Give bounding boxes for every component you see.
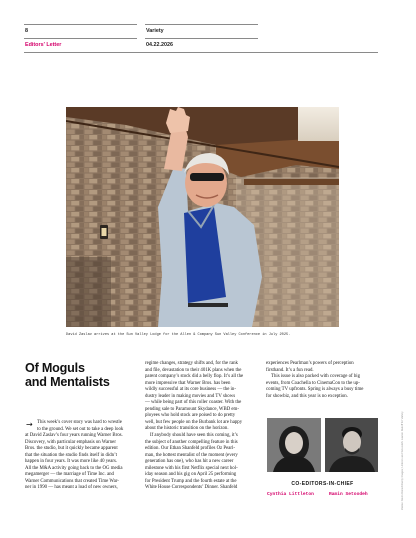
body-line: coming TV upfronts. Spring is always a busy time	[266, 387, 364, 393]
header-rule-mid-right	[145, 38, 258, 39]
editor-portrait-ramin-setoodeh	[325, 418, 378, 472]
arrow-right-icon: →	[26, 420, 33, 429]
body-line: This issue is also packed with coverage of big	[271, 374, 361, 380]
body-line: wildly successful at its core business — the in-	[145, 387, 236, 393]
body-line: for President Trump and the fourth estate at the	[145, 478, 237, 484]
body-line: Bros. the studio, but it quickly became apparent	[25, 446, 118, 452]
body-line: generation has one), who has hit a new career	[145, 459, 234, 465]
body-line: parent company’s stock did a belly flop. It’s all the	[145, 374, 244, 380]
body-line: dustry leader in making movies and TV shows	[145, 393, 236, 399]
body-line: happen in four years. It was more like 40 years.	[25, 459, 118, 465]
body-line: Discovery, with particular emphasis on Warner	[25, 439, 116, 445]
body-line: experiences Pearlman’s powers of perception	[266, 361, 354, 366]
main-photo	[66, 107, 339, 327]
body-line: All the M&A activity going back to the OG media	[25, 465, 123, 471]
body-line: and file, devastation to their 401K plans when the	[145, 367, 242, 373]
publication-name: Variety	[146, 28, 164, 34]
body-line: edition. Our Ethan Shanfeld profiles Oz Pearl-	[145, 446, 235, 452]
body-line: ner in 1990 — has meant a load of new owners,	[25, 485, 118, 491]
issue-date: 04.22.2026	[146, 42, 173, 48]
article-column-2	[145, 361, 258, 492]
body-line: about the historic transition on the horizon.	[145, 426, 229, 432]
article-column-3	[266, 361, 378, 400]
body-line: megamerger — the marriage of Time Inc. and	[25, 472, 114, 478]
editor-portrait-cynthia-littleton	[267, 418, 321, 472]
body-line: This week’s cover story was hard to wrestle	[37, 420, 122, 425]
body-line: for showbiz, and this year is no exception.	[266, 393, 348, 399]
page-number: 8	[25, 28, 28, 34]
portrait-illustration	[325, 418, 378, 472]
body-line: White House Correspondents’ Dinner. Shanfeld	[145, 485, 238, 491]
editor-name-ramin-setoodeh: Ramin Setoodeh	[329, 492, 368, 497]
body-line: that the situation the studio finds itself in didn’t	[25, 452, 117, 458]
article-column-1	[25, 420, 137, 492]
body-line: more impressive that Warner Bros. has been	[145, 380, 231, 386]
header-rule-top-left	[24, 24, 137, 25]
section-label: Editors' Letter	[25, 42, 62, 48]
body-line: well, but few people on the Burbank lot are happy	[145, 419, 243, 425]
body-line: ployees who hold stock are poised to do pretty	[145, 413, 236, 419]
body-line: — while being part of this roller coaster. With the	[145, 400, 242, 406]
body-line: the subject of another compelling feature in this	[145, 439, 238, 445]
photo-credit-line: Zaslav: Kevin Dietsch/Getty Images; Littleton and Setoodeh: Lauren Dukoff for Variety	[401, 411, 404, 510]
body-line: to the ground. We set out to take a deep look	[37, 426, 124, 432]
body-line: Warner Communications that created Time War-	[25, 478, 119, 484]
header-rule-top-right	[145, 24, 258, 25]
photo-illustration	[66, 107, 339, 327]
co-editors-label: CO-EDITORS-IN-CHIEF	[291, 481, 354, 487]
header-rule-bottom	[24, 52, 378, 53]
body-line: regime changes, strategy shifts and, for the rank	[145, 361, 238, 366]
body-line: man, the hottest mentalist of the moment (every	[145, 452, 238, 458]
body-line: milestone with his first Netflix special next hol-	[145, 465, 238, 471]
body-line: at David Zaslav’s four years running Warner Bros.	[25, 433, 123, 439]
body-line: events, from Coachella to CinemaCon to the up-	[266, 380, 360, 386]
body-line: firsthand. It’s a fun read.	[266, 367, 314, 373]
headline-line-1: Of Moguls	[25, 361, 85, 375]
headline-line-2: and Mentalists	[25, 374, 110, 389]
body-line: iday season and his gig on April 25 performing	[145, 472, 237, 478]
body-line: pending sale to Paramount Skydance, WBD em-	[145, 406, 239, 412]
article-headline	[25, 362, 110, 389]
editor-name-cynthia-littleton: Cynthia Littleton	[267, 492, 314, 497]
body-line: If anybody should have seen this coming, it’s	[150, 433, 238, 439]
header-rule-mid-left	[24, 38, 137, 39]
portrait-illustration	[267, 418, 321, 472]
photo-caption: David Zaslav arrives at the Sun Valley Lodge for the Allen & Company Sun Valley Conference in July 2025.	[66, 333, 291, 337]
